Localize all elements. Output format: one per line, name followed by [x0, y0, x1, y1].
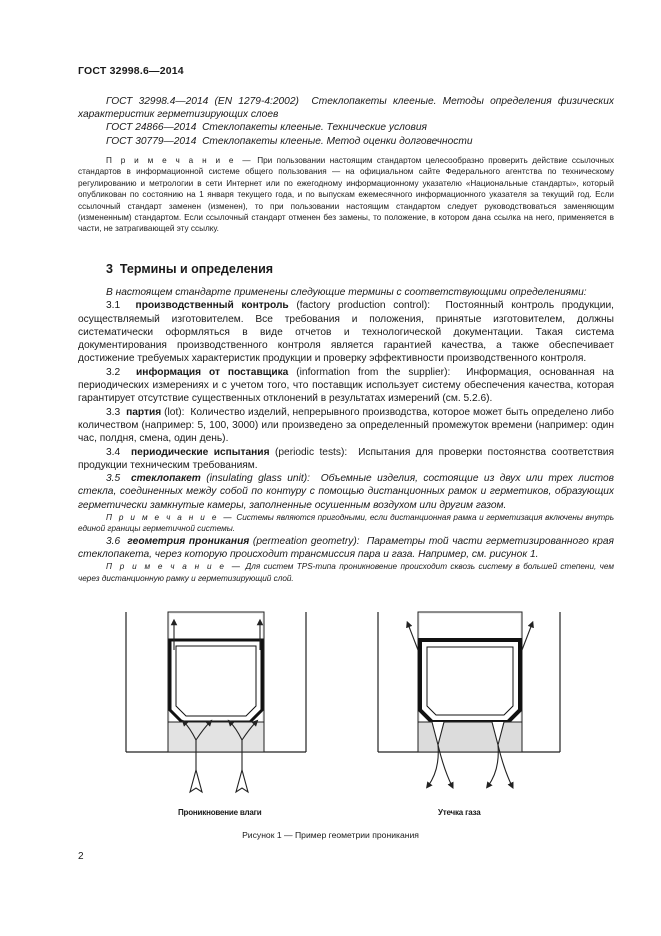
- permeation-diagram: [78, 610, 614, 830]
- permeation-figure: [78, 610, 614, 830]
- figure-caption: Рисунок 1 — Пример геометрии проникания: [242, 830, 419, 840]
- normative-references: [78, 95, 614, 148]
- term-definition: 3.1 производственный контроль (factory production control): Постоянный контроль продукции, осуществляемый изготовителем. Все требования и положения, принятые изготовителем, должны систематически оформляться в виде отчетов и технологической документации. Такая система документирования производственного контроля является гарантией качества, а также обеспечивает достижение требуемых характеристик продукции и проверку эффективности производственного контроля.: [78, 300, 614, 365]
- section-title: 3 Термины и определения: [106, 262, 274, 276]
- references-note: П р и м е ч а н и е — При пользовании настоящим стандартом целесообразно проверить действие ссылочных стандартов в информационной системе общего пользования — на официальном сайте Федерального агентства по техническому регулированию и метрологии в сети Интернет или по ежегодному информационному указателю «Национальные стандарты», который опубликован по состоянию на 1 января текущего года, и по выпускам ежемесячного информационного указателя за текущий год. Если ссылочный стандарт заменен (изменен), то при пользовании настоящим стандартом следует руководствоваться заменяющим (измененным) стандартом. Если ссылочный стандарт отменен без замены, то положение, в котором дана ссылка на него, применяется в части, не затрагивающей эту ссылку.: [78, 156, 614, 234]
- left-glass-unit: [126, 612, 306, 752]
- section-body: [78, 286, 614, 584]
- term-definition: 3.4 периодические испытания (periodic tests): Испытания для проверки постоянства соответствия продукции техническим требованиям.: [78, 446, 614, 471]
- term-definition: 3.2 информация от поставщика (information from the supplier): Информация, основанная на периодических измерениях и с учетом того, что поставщик использует систему обеспечения качества, которая гарантирует отсутствие существенных отклонений в результатах измерений (см. 5.2.6).: [78, 366, 614, 405]
- page-number: 2: [78, 851, 84, 862]
- term-note: П р и м е ч а н и е — Для систем TPS-типа проникновение происходит сквозь систему в большей степени, чем через дистанционную рамку и герметизирующий слой.: [78, 562, 614, 583]
- figure-label-right: Утечка газа: [438, 808, 481, 817]
- right-glass-unit: [378, 612, 560, 752]
- term-definition: 3.6 геометрия проникания (permeation geometry): Параметры той части герметизированного края стеклопакета, через которую происходит трансмиссия пара и газа. Например, см. рисунок 1.: [78, 535, 614, 561]
- term-definition: 3.3 партия (lot): Количество изделий, непрерывного производства, которое может быть определено либо количеством (например: 5, 100, 3000) или произведено за определенный промежуток времени (например: один час, полдня, смена, один день).: [78, 406, 614, 445]
- reference-item: ГОСТ 30779—2014 Стеклопакеты клееные. Метод оценки долговечности: [106, 135, 473, 147]
- reference-item: ГОСТ 32998.4—2014 (EN 1279-4:2002) Стеклопакеты клееные. Методы определения физических характеристик герметизирующих слоев: [78, 96, 614, 121]
- term-definition: 3.5 стеклопакет (insulating glass unit): Объемные изделия, состоящие из двух или трех листов стекла, соединенных между собой по контуру с помощью дистанционных рамок и герметиков, образующих герметически замкнутые камеры, заполненные осушенным воздухом или другим газом.: [78, 473, 614, 511]
- figure-label-left: Проникновение влаги: [178, 808, 262, 817]
- document-code: ГОСТ 32998.6—2014: [78, 65, 184, 77]
- reference-item: ГОСТ 24866—2014 Стеклопакеты клееные. Технические условия: [106, 122, 427, 134]
- term-note: П р и м е ч а н и е — Системы являются пригодными, если дистанционная рамка и герметизация включены внутрь единой границы герметичной системы.: [78, 513, 614, 534]
- section-intro: В настоящем стандарте применены следующие термины с соответствующими определениями:: [106, 287, 587, 298]
